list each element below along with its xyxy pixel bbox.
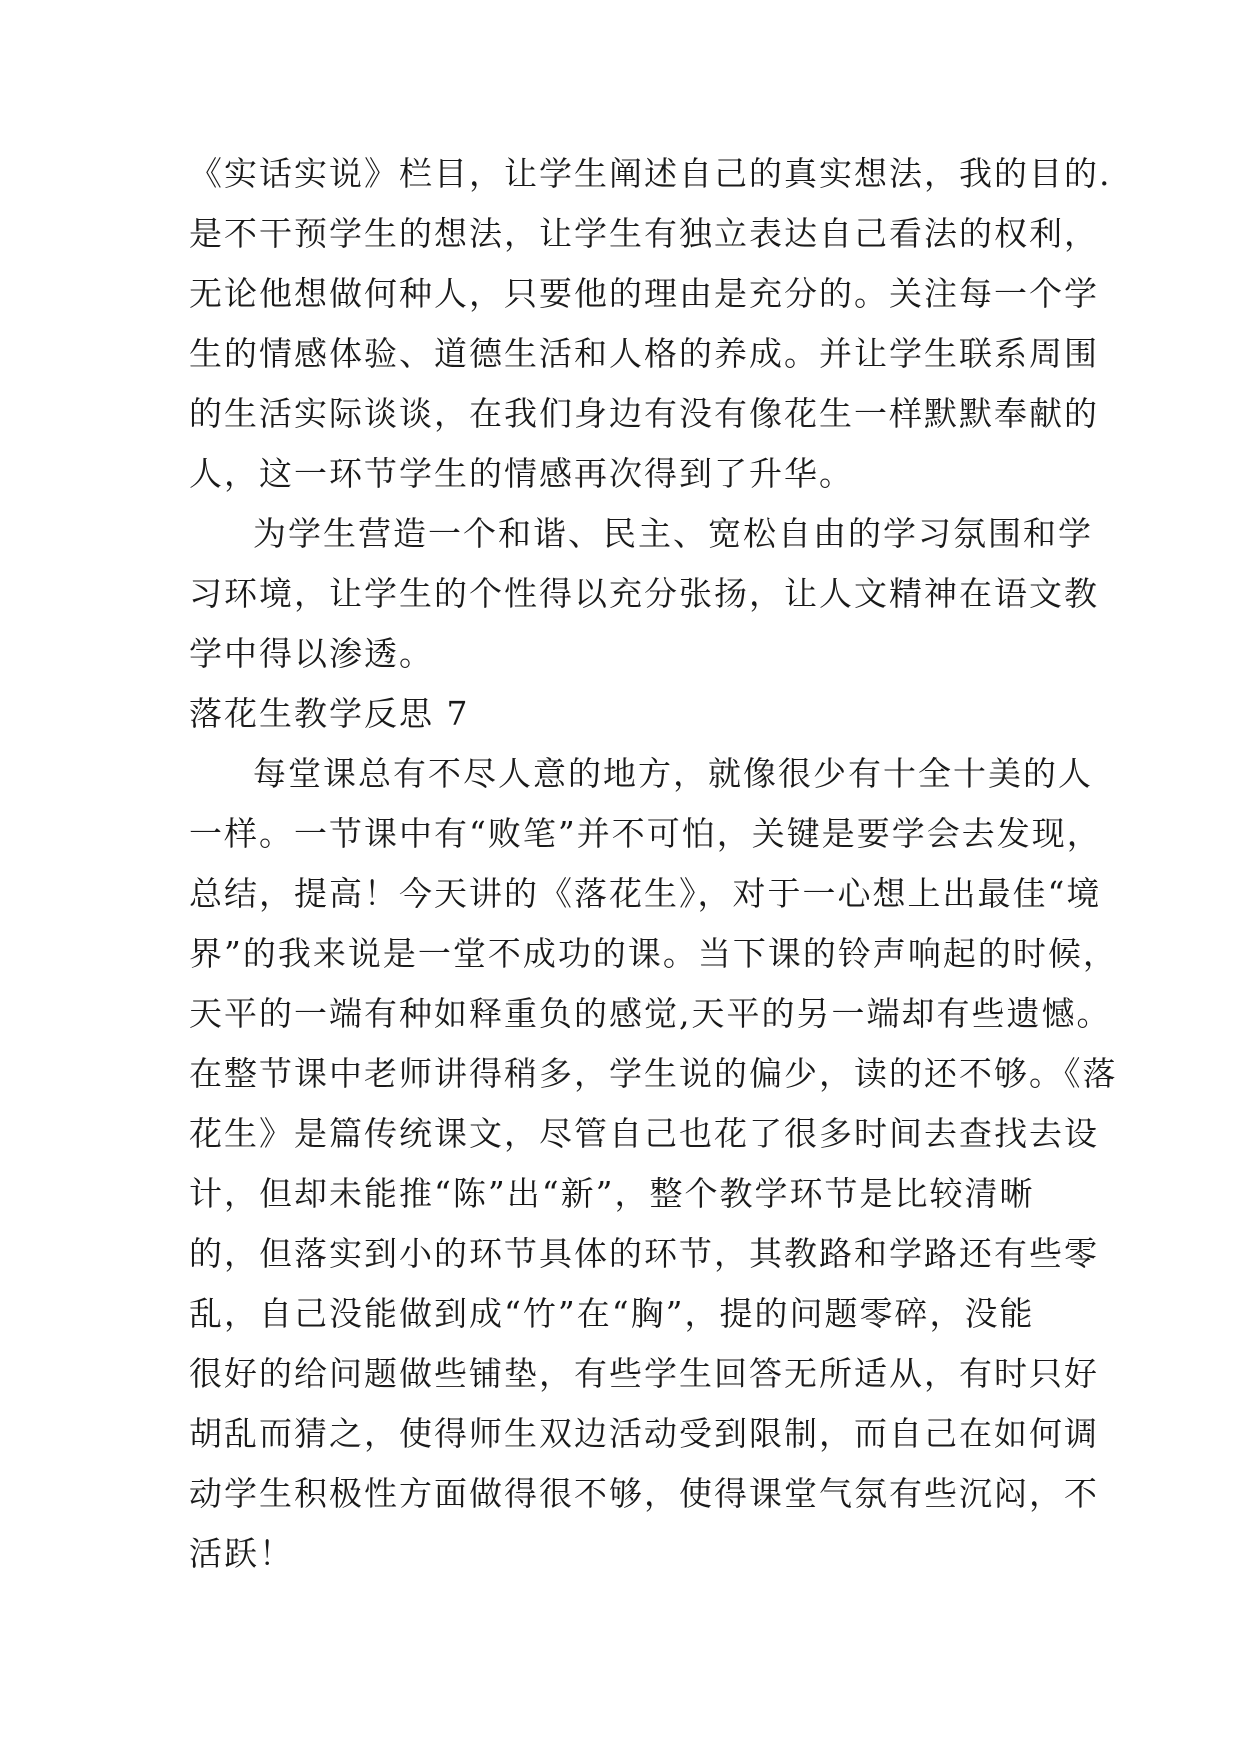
section-heading: 落花生教学反思 7 bbox=[189, 694, 470, 733]
paragraph-1-line-4: 生的情感体验、道德生活和人格的养成。并让学生联系周围 bbox=[189, 334, 1099, 373]
paragraph-3-line-10: 乱，自己没能做到成“竹”在“胸”，提的问题零碎，没能 bbox=[189, 1294, 1035, 1333]
paragraph-2-line-2: 习环境，让学生的个性得以充分张扬，让人文精神在语文教 bbox=[189, 574, 1099, 613]
paragraph-1-line-1: 《实话实说》栏目，让学生阐述自己的真实想法，我的目的. bbox=[189, 154, 1112, 193]
paragraph-1-line-6: 人，这一环节学生的情感再次得到了升华。 bbox=[189, 454, 854, 493]
paragraph-1-line-5: 的生活实际谈谈，在我们身边有没有像花生一样默默奉献的 bbox=[189, 394, 1099, 433]
paragraph-3-line-11: 很好的给问题做些铺垫，有些学生回答无所适从，有时只好 bbox=[189, 1354, 1099, 1393]
paragraph-3-line-9: 的，但落实到小的环节具体的环节，其教路和学路还有些零 bbox=[189, 1234, 1099, 1273]
paragraph-3-line-12: 胡乱而猜之，使得师生双边活动受到限制，而自己在如何调 bbox=[189, 1414, 1099, 1453]
paragraph-3-line-13: 动学生积极性方面做得很不够，使得课堂气氛有些沉闷，不 bbox=[189, 1474, 1099, 1513]
paragraph-2-line-1: 为学生营造一个和谐、民主、宽松自由的学习氛围和学 bbox=[253, 514, 1093, 553]
paragraph-3-line-1: 每堂课总有不尽人意的地方，就像很少有十全十美的人 bbox=[253, 754, 1093, 793]
paragraph-3-line-4: 界”的我来说是一堂不成功的课。当下课的铃声响起的时候， bbox=[189, 934, 1118, 973]
paragraph-1-line-3: 无论他想做何种人，只要他的理由是充分的。关注每一个学 bbox=[189, 274, 1099, 313]
paragraph-3-line-8: 计，但却未能推“陈”出“新”，整个教学环节是比较清晰 bbox=[189, 1174, 1035, 1213]
paragraph-3-line-14: 活跃！ bbox=[189, 1534, 294, 1573]
paragraph-1-line-2: 是不干预学生的想法，让学生有独立表达自己看法的权利， bbox=[189, 214, 1099, 253]
paragraph-3-line-5: 天平的一端有种如释重负的感觉,天平的另一端却有些遗憾。 bbox=[189, 994, 1112, 1033]
paragraph-3-line-6: 在整节课中老师讲得稍多，学生说的偏少，读的还不够。《落 bbox=[189, 1054, 1118, 1093]
paragraph-2-line-3: 学中得以渗透。 bbox=[189, 634, 434, 673]
paragraph-3-line-2: 一样。一节课中有“败笔”并不可怕，关键是要学会去发现， bbox=[189, 814, 1102, 853]
paragraph-3-line-7: 花生》是篇传统课文，尽管自己也花了很多时间去查找去设 bbox=[189, 1114, 1099, 1153]
paragraph-3-line-3: 总结，提高！今天讲的《落花生》，对于一心想上出最佳“境 bbox=[189, 874, 1102, 913]
